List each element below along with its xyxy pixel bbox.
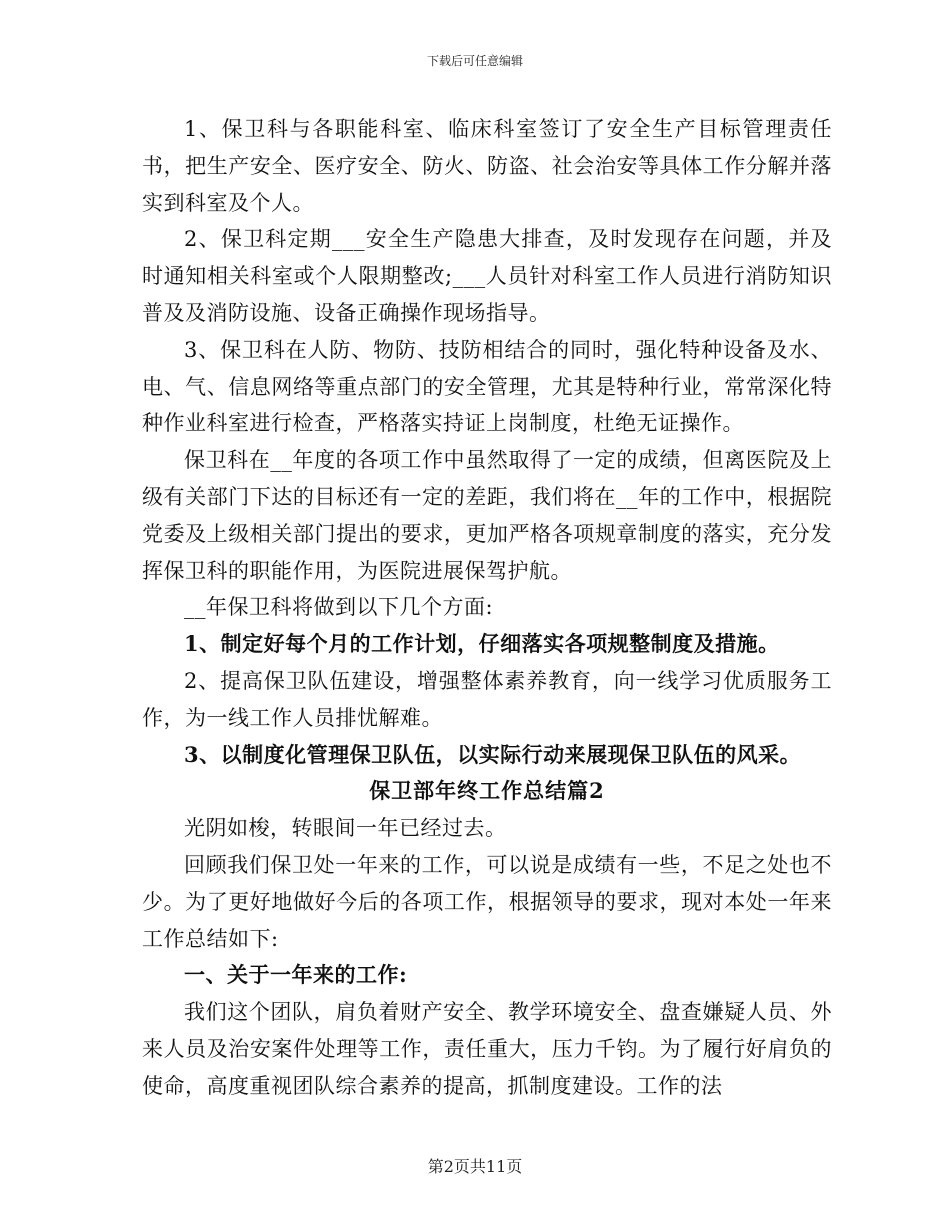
paragraph-1: 1、保卫科与各职能科室、临床科室签订了安全生产目标管理责任书，把生产安全、医疗安全、防火、防盗、社会治安等具体工作分解并落实到科室及个人。 — [142, 117, 832, 215]
page-header-note: 下载后可任意编辑 — [426, 54, 523, 68]
page-number: 第2页共11页 — [427, 1157, 523, 1176]
paragraph-5: __年保卫科将做到以下几个方面: — [184, 595, 494, 620]
paragraph-2: 2、保卫科定期___安全生产隐患大排查，及时发现存在问题，并及时通知相关科室或个人限期整改;___人员针对科室工作人员进行消防知识普及及消防设施、设备正确操作现场指导。 — [142, 227, 832, 325]
plan-item-3: 3、以制度化管理保卫队伍，以实际行动来展现保卫队伍的风采。 — [184, 741, 802, 767]
paragraph-7: 回顾我们保卫处一年来的工作，可以说是成绩有一些，不足之处也不少。为了更好地做好今后的各项工作，根据领导的要求，现对本处一年来工作总结如下: — [142, 852, 832, 951]
document-body — [142, 111, 832, 1105]
plan-item-1: 1、制定好每个月的工作计划，仔细落实各项规整制度及措施。 — [184, 631, 780, 657]
section-title: 保卫部年终工作总结篇2 — [369, 778, 605, 804]
paragraph-6: 光阴如梭，转眼间一年已经过去。 — [184, 816, 507, 841]
paragraph-8: 我们这个团队，肩负着财产安全、教学环境安全、盘查嫌疑人员、外来人员及治安案件处理等工作，责任重大，压力千钧。为了履行好肩负的使命，高度重视团队综合素养的提高，抓制度建设。工作的法 — [142, 1000, 832, 1098]
subsection-heading: 一、关于一年来的工作: — [184, 962, 408, 988]
paragraph-3: 3、保卫科在人防、物防、技防相结合的同时，强化特种设备及水、电、气、信息网络等重点部门的安全管理，尤其是特种行业，常常深化特种作业科室进行检查，严格落实持证上岗制度，杜绝无证操作。 — [142, 337, 832, 436]
paragraph-4: 保卫科在__年度的各项工作中虽然取得了一定的成绩，但离医院及上级有关部门下达的目标还有一定的差距，我们将在__年的工作中，根据院党委及上级相关部门提出的要求，更加严格各项规章制度的落实，充分发挥保卫科的职能作用，为医院进展保驾护航。 — [142, 448, 832, 583]
plan-item-2: 2、提高保卫队伍建设，增强整体素养教育，向一线学习优质服务工作，为一线工作人员排忧解难。 — [142, 668, 832, 730]
